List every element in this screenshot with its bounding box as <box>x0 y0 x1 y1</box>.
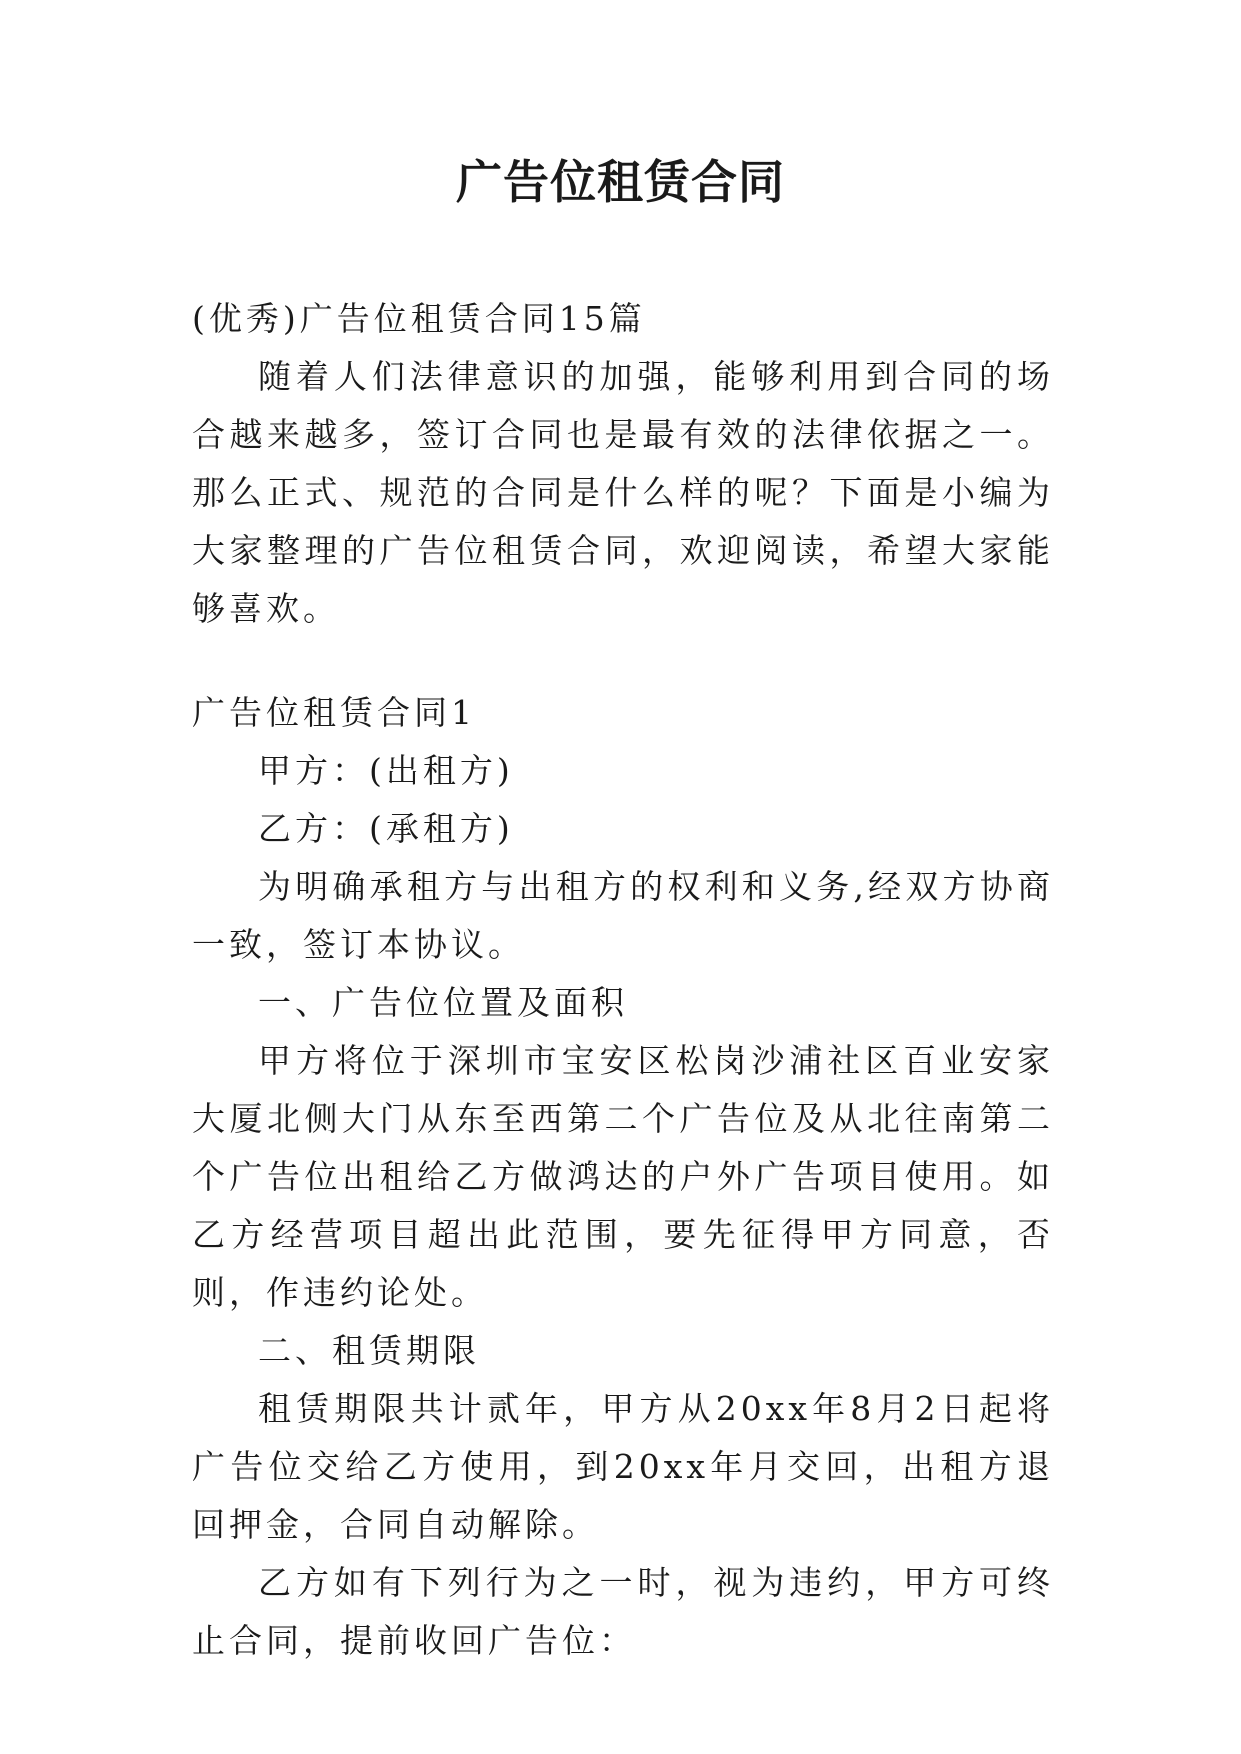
document-subtitle: (优秀)广告位租赁合同15篇 <box>192 299 646 338</box>
section-heading-location: 一、广告位位置及面积 <box>258 983 628 1022</box>
breach-paragraph: 乙方如有下列行为之一时，视为违约，甲方可终止合同，提前收回广告位： <box>192 1563 1054 1660</box>
party-b-line: 乙方：(承租方) <box>258 809 514 848</box>
section-heading-term: 二、租赁期限 <box>258 1331 480 1370</box>
location-paragraph: 甲方将位于深圳市宝安区松岗沙浦社区百业安家大厦北侧大门从东至西第二个广告位及从北往南第二个广告位出租给乙方做鸿达的户外广告项目使用。如乙方经营项目超出此范围，要先征得甲方同意，否则，作违约论处。 <box>192 1041 1054 1312</box>
term-paragraph: 租赁期限共计贰年，甲方从20xx年8月2日起将广告位交给乙方使用，到20xx年月交回，出租方退回押金，合同自动解除。 <box>192 1389 1054 1544</box>
purpose-paragraph: 为明确承租方与出租方的权利和义务,经双方协商一致，签订本协议。 <box>192 867 1054 964</box>
document-title: 广告位租赁合同 <box>456 155 785 209</box>
party-a-line: 甲方：(出租方) <box>258 751 514 790</box>
intro-paragraph: 随着人们法律意识的加强，能够利用到合同的场合越来越多，签订合同也是最有效的法律依据之一。那么正式、规范的合同是什么样的呢？下面是小编为大家整理的广告位租赁合同，欢迎阅读，希望大家能够喜欢。 <box>192 357 1054 628</box>
document-body <box>192 290 1054 1670</box>
contract-heading: 广告位租赁合同1 <box>192 693 476 732</box>
